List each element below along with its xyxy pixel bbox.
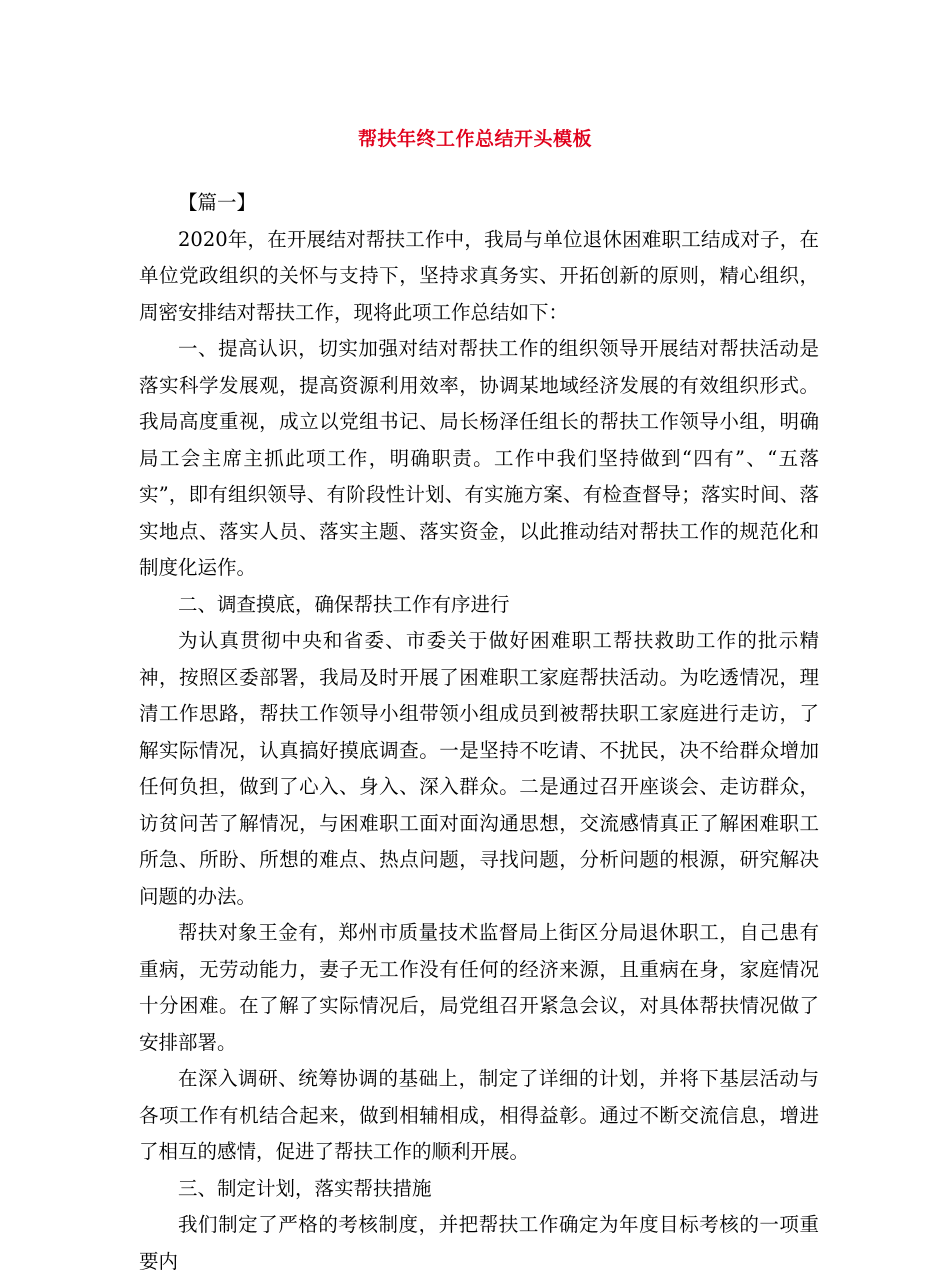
document-title: 帮扶年终工作总结开头模板 [357, 128, 592, 150]
document-body [139, 185, 819, 1280]
beneficiary-paragraph: 帮扶对象王金有，郑州市质量技术监督局上街区分局退休职工，自己患有重病，无劳动能力，妻子无工作没有任何的经济来源，且重病在身，家庭情况十分困难。在了解了实际情况后，局党组召开紧急会议，对具体帮扶情况做了安排部署。 [139, 921, 819, 1054]
section-heading-part-one: 【篇一】 [178, 191, 257, 214]
planning-paragraph: 在深入调研、统筹协调的基础上，制定了详细的计划，并将下基层活动与各项工作有机结合起来，做到相辅相成，相得益彰。通过不断交流信息，增进了相互的感情，促进了帮扶工作的顺利开展。 [139, 1067, 819, 1163]
section-two-heading: 二、调查摸底，确保帮扶工作有序进行 [178, 592, 510, 616]
section-two-paragraph: 为认真贯彻中央和省委、市委关于做好困难职工帮扶救助工作的批示精神，按照区委部署，我局及时开展了困难职工家庭帮扶活动。为吃透情况，理清工作思路，帮扶工作领导小组带领小组成员到被帮扶职工家庭进行走访，了解实际情况，认真搞好摸底调查。一是坚持不吃请、不扰民，决不给群众增加任何负担，做到了心入、身入、深入群众。二是通过召开座谈会、走访群众，访贫问苦了解情况，与困难职工面对面沟通思想，交流感情真正了解困难职工所急、所盼、所想的难点、热点问题，寻找问题，分析问题的根源，研究解决问题的办法。 [139, 629, 819, 908]
section-one-paragraph: 一、提高认识，切实加强对结对帮扶工作的组织领导开展结对帮扶活动是落实科学发展观，提高资源利用效率，协调某地域经济发展的有效组织形式。我局高度重视，成立以党组书记、局长杨泽任组长的帮扶工作领导小组，明确局工会主席主抓此项工作，明确职责。工作中我们坚持做到“四有”、“五落实”，即有组织领导、有阶段性计划、有实施方案、有检查督导；落实时间、落实地点、落实人员、落实主题、落实资金，以此推动结对帮扶工作的规范化和制度化运作。 [139, 337, 819, 579]
section-three-heading: 三、制定计划，落实帮扶措施 [178, 1176, 432, 1200]
assessment-paragraph: 我们制定了严格的考核制度，并把帮扶工作确定为年度目标考核的一项重要内 [139, 1213, 819, 1273]
intro-paragraph: 2020年，在开展结对帮扶工作中，我局与单位退休困难职工结成对子，在单位党政组织的关怀与支持下，坚持求真务实、开拓创新的原则，精心组织，周密安排结对帮扶工作，现将此项工作总结如下： [139, 227, 819, 324]
